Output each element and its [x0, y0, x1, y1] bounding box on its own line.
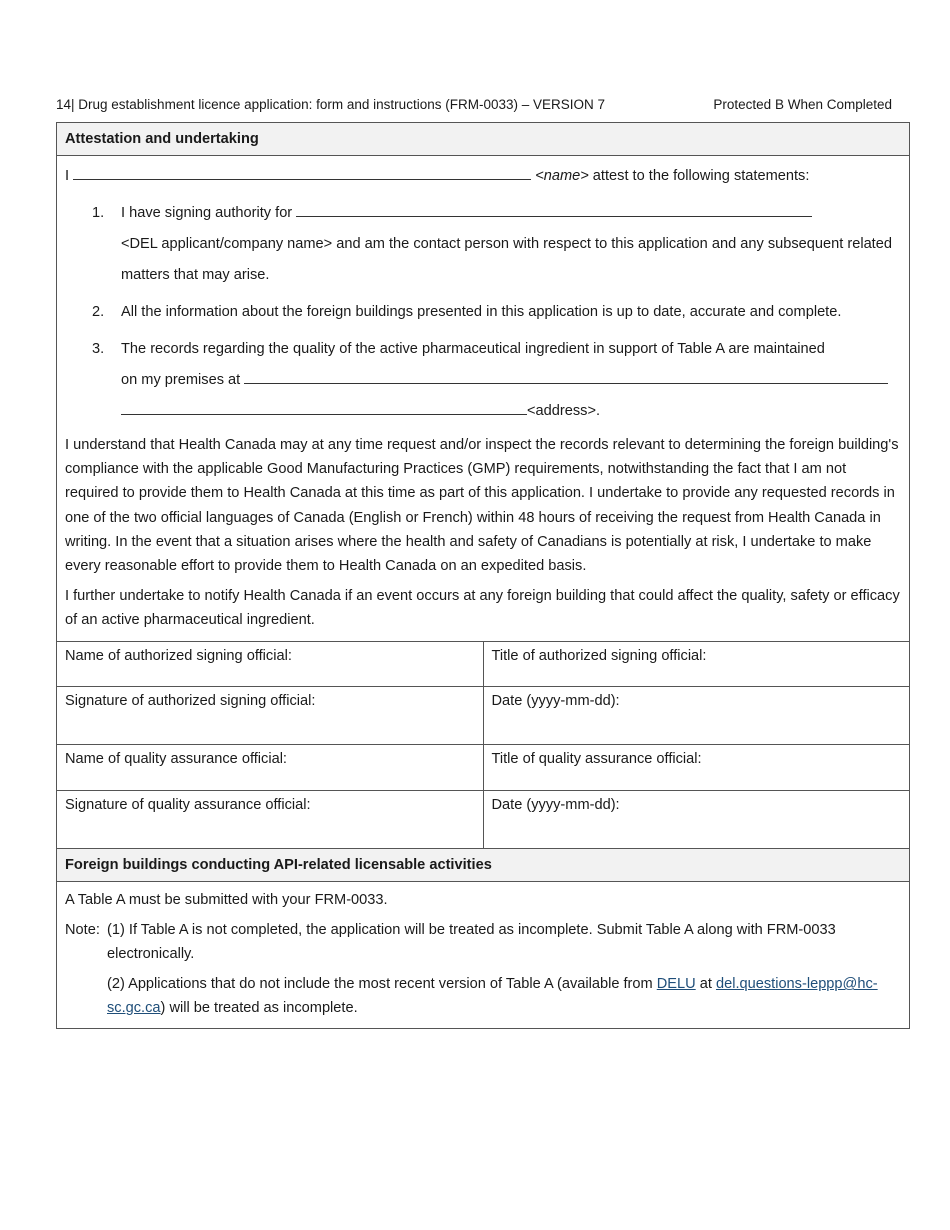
delu-link[interactable]: DELU — [656, 976, 696, 993]
name-qa-field[interactable]: Name of quality assurance official: — [57, 744, 483, 790]
statement-text-cont: <DEL applicant/company name> and am the contact person with respect to this application and any subsequent related matters that may arise. — [121, 236, 892, 283]
statement-item — [65, 198, 901, 291]
name-authorized-field[interactable]: Name of authorized signing official: — [57, 641, 483, 686]
attestation-heading: Attestation and undertaking — [57, 123, 909, 156]
note-2-text-b: at — [695, 976, 716, 993]
statement-list — [65, 198, 901, 427]
date-authorized-field[interactable]: Date (yyyy-mm-dd): — [483, 686, 909, 744]
notification-paragraph: I further undertake to notify Health Canada if an event occurs at any foreign building that could affect the quality, safety or efficacy of an active pharmaceutical ingredient. — [65, 588, 900, 629]
note-1 — [65, 918, 901, 966]
statement-text: I have signing authority for — [121, 205, 293, 221]
title-authorized-field[interactable]: Title of authorized signing official: — [483, 641, 909, 686]
attestation-body — [57, 156, 909, 641]
email-link[interactable]: del.questions-leppp@hc-sc.gc.ca — [107, 976, 878, 1017]
note-2-text-c: ) will be treated as incomplete. — [160, 1000, 358, 1017]
foreign-buildings-body — [57, 882, 909, 1028]
address-placeholder: <address>. — [527, 403, 601, 419]
note-label: Note: — [65, 922, 100, 939]
statement-number: 3. — [92, 341, 105, 357]
statement-item — [65, 297, 901, 328]
statement-number: 2. — [92, 304, 105, 320]
table-a-requirement: A Table A must be submitted with your FRM-0033. — [65, 892, 388, 909]
signature-qa-field[interactable]: Signature of quality assurance official: — [57, 790, 483, 848]
attest-suffix: attest to the following statements: — [588, 168, 810, 184]
header-title: 14| Drug establishment licence application: form and instructions (FRM-0033) – VERSION 7 — [56, 97, 605, 112]
statement-item — [65, 334, 901, 427]
address-blank-1[interactable] — [244, 369, 888, 384]
statement-text-cont: on my premises at — [121, 372, 241, 388]
note-1-text: (1) If Table A is not completed, the application will be treated as incomplete. Submit Table A along with FRM-0033 electronically. — [107, 922, 836, 963]
attest-statement — [65, 164, 901, 188]
title-qa-field[interactable]: Title of quality assurance official: — [483, 744, 909, 790]
statement-text: All the information about the foreign buildings presented in this application is up to date, accurate and complete. — [121, 304, 842, 320]
signature-authorized-field[interactable]: Signature of authorized signing official: — [57, 686, 483, 744]
note-2 — [65, 972, 901, 1020]
page-header — [56, 97, 892, 115]
statement-text: The records regarding the quality of the active pharmaceutical ingredient in support of Table A are maintained — [121, 341, 825, 357]
undertaking-paragraph: I understand that Health Canada may at any time request and/or inspect the records relevant to determining the foreign building's compliance with the applicable Good Manufacturing Practices (GMP) requirements, notwithstanding the fact that I am not required to provide them to Health Canada at this time as part of this application. I undertake to provide any requested records in one of the two official languages of Canada (English or French) within 48 hours of receiving the request from Health Canada in writing. In the event that a situation arises where the health and safety of Canadians is potentially at risk, I undertake to make every reasonable effort to provide them to Health Canada on an expedited basis. — [65, 437, 899, 575]
date-qa-field[interactable]: Date (yyyy-mm-dd): — [483, 790, 909, 848]
attest-prefix: I — [65, 168, 70, 184]
address-blank-2[interactable] — [121, 400, 527, 415]
statement-number: 1. — [92, 205, 105, 221]
name-placeholder: <name> — [535, 168, 589, 184]
foreign-buildings-heading: Foreign buildings conducting API-related licensable activities — [57, 848, 909, 882]
signature-table — [57, 641, 909, 849]
attestation-form — [56, 122, 910, 1029]
note-2-text-a: (2) Applications that do not include the most recent version of Table A (available from — [107, 976, 657, 993]
protection-label: Protected B When Completed — [713, 97, 892, 112]
name-blank[interactable] — [73, 165, 531, 180]
company-name-blank[interactable] — [296, 202, 812, 217]
